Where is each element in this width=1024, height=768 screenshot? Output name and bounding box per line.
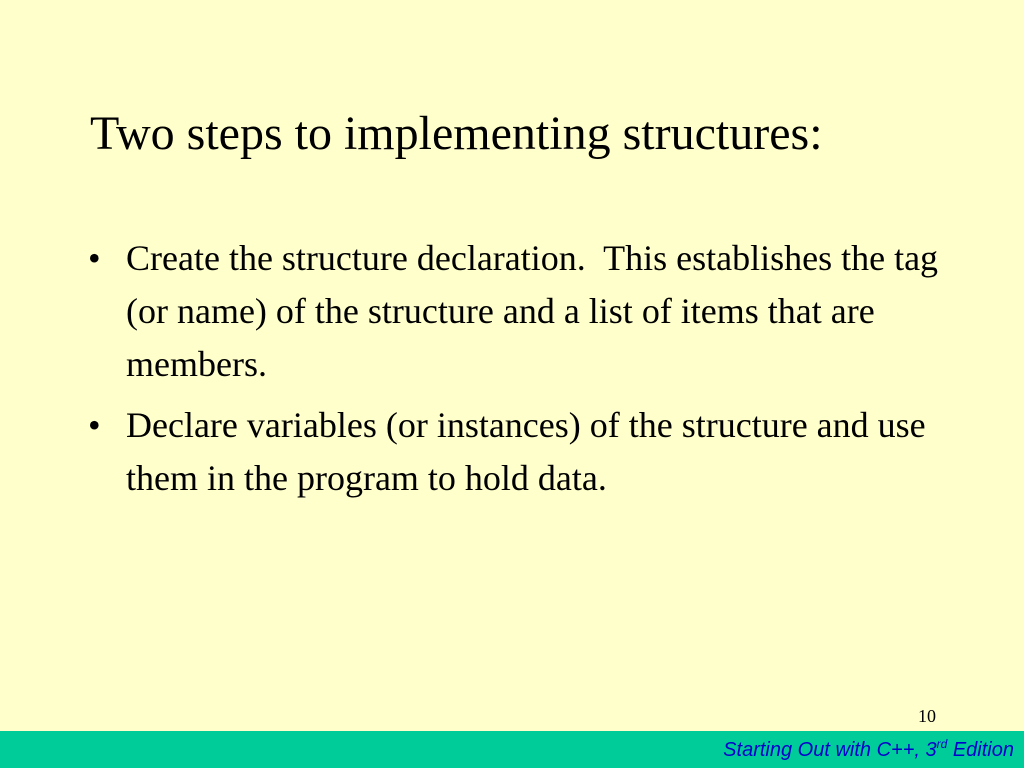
bullet-dot-icon: • <box>88 238 101 278</box>
footer-bar <box>0 731 1024 768</box>
bullet-list <box>88 232 958 513</box>
footer-text-main: Starting Out with C++, 3 <box>723 739 937 761</box>
slide-title: Two steps to implementing structures: <box>90 107 823 160</box>
footer-text-edition: Edition <box>947 739 1014 761</box>
bullet-text: Create the structure declaration. This establishes the tag (or name) of the structure and a list of items that are members. <box>126 238 948 384</box>
footer-book-title <box>723 738 1014 762</box>
page-number: 10 <box>918 706 936 726</box>
bullet-item <box>88 232 958 391</box>
bullet-dot-icon: • <box>88 405 101 445</box>
footer-text-superscript: rd <box>936 737 948 751</box>
bullet-text: Declare variables (or instances) of the structure and use them in the program to hold data. <box>126 405 935 498</box>
bullet-item <box>88 399 958 505</box>
